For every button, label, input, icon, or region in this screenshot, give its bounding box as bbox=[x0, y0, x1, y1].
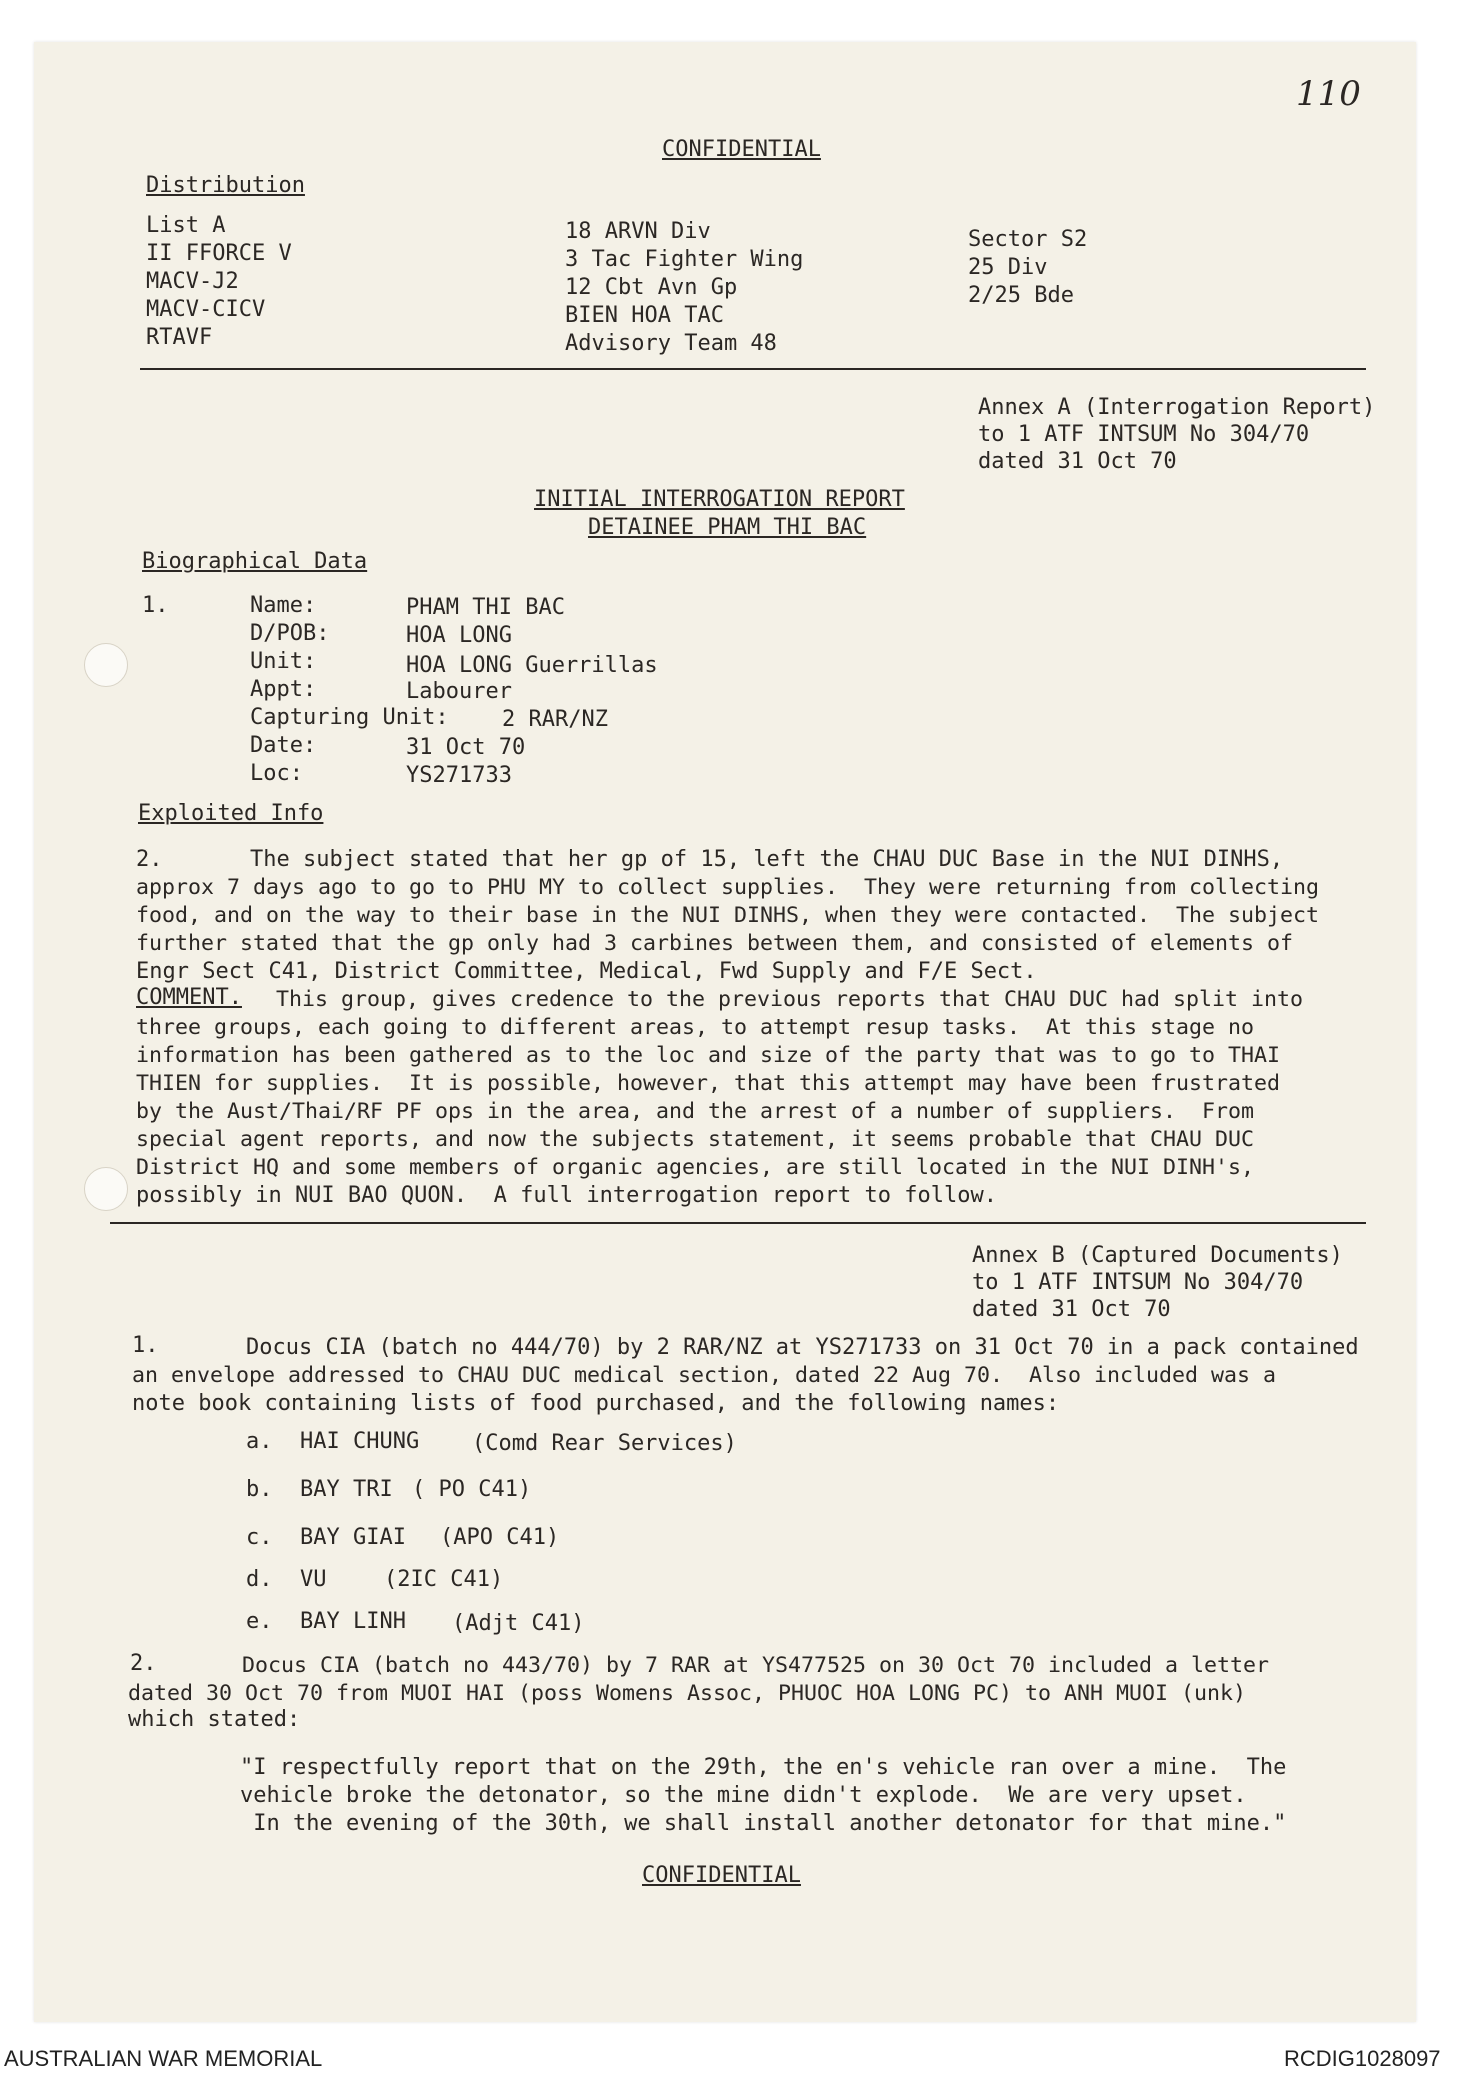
bio-value: HOA LONG bbox=[406, 623, 512, 648]
classification-top: CONFIDENTIAL bbox=[662, 137, 821, 162]
captured-doc-line: dated 30 Oct 70 from MUOI HAI (poss Womens Assoc, PHUOC HOA LONG PC) to ANH MUOI (unk) bbox=[128, 1681, 1247, 1706]
names-list-name: BAY LINH bbox=[300, 1609, 406, 1634]
names-list-letter: e. bbox=[246, 1609, 273, 1634]
exploited-line: The subject stated that her gp of 15, left the CHAU DUC Base in the NUI DINHS, bbox=[250, 847, 1284, 872]
distribution-entry: Advisory Team 48 bbox=[565, 331, 777, 356]
bio-label: Loc: bbox=[250, 761, 303, 786]
distribution-entry: MACV-CICV bbox=[146, 297, 266, 322]
distribution-entry: 2/25 Bde bbox=[968, 283, 1074, 308]
bio-value: PHAM THI BAC bbox=[406, 595, 565, 620]
distribution-entry: Sector S2 bbox=[968, 227, 1088, 252]
comment-line: possibly in NUI BAO QUON. A full interrogation report to follow. bbox=[136, 1183, 997, 1208]
names-list-name: BAY TRI bbox=[300, 1477, 393, 1502]
bio-value: HOA LONG Guerrillas bbox=[406, 653, 658, 678]
distribution-entry: MACV-J2 bbox=[146, 269, 239, 294]
bio-label: Name: bbox=[250, 593, 317, 618]
punch-hole-lower bbox=[84, 1167, 128, 1211]
para-number: 2. bbox=[136, 847, 163, 872]
distribution-entry: RTAVF bbox=[146, 325, 213, 350]
bio-label: Capturing Unit: bbox=[250, 705, 449, 730]
annex-a-ref-line: dated 31 Oct 70 bbox=[978, 449, 1177, 474]
captured-doc-line: note book containing lists of food purchased, and the following names: bbox=[132, 1391, 1060, 1416]
footer-archive-name: AUSTRALIAN WAR MEMORIAL bbox=[4, 2046, 323, 2071]
divider-middle bbox=[110, 1222, 1366, 1224]
names-list-letter: c. bbox=[246, 1525, 273, 1550]
bio-number: 1. bbox=[142, 593, 169, 618]
captured-doc-line: Docus CIA (batch no 443/70) by 7 RAR at YS477525 on 30 Oct 70 included a letter bbox=[242, 1653, 1270, 1678]
annex-b-ref-line: Annex B (Captured Documents) bbox=[972, 1243, 1343, 1268]
annex-b-ref-line: to 1 ATF INTSUM No 304/70 bbox=[972, 1270, 1304, 1295]
comment-line: This group, gives credence to the previous reports that CHAU DUC had split into bbox=[276, 987, 1304, 1012]
report-title: INITIAL INTERROGATION REPORT bbox=[534, 487, 905, 512]
annex-a-ref-line: Annex A (Interrogation Report) bbox=[978, 395, 1376, 420]
classification-bottom: CONFIDENTIAL bbox=[642, 1863, 801, 1888]
exploited-line: Engr Sect C41, District Committee, Medical, Fwd Supply and F/E Sect. bbox=[136, 959, 1037, 984]
quote-line: vehicle broke the detonator, so the mine didn't explode. We are very upset. bbox=[240, 1783, 1247, 1808]
comment-line: THIEN for supplies. It is possible, however, that this attempt may have been frustrated bbox=[136, 1071, 1281, 1096]
footer-record-id: RCDIG1028097 bbox=[1284, 2046, 1441, 2071]
names-list-name: HAI CHUNG bbox=[300, 1429, 420, 1454]
comment-line: information has been gathered as to the loc and size of the party that was to go to THAI bbox=[136, 1043, 1281, 1068]
exploited-line: food, and on the way to their base in the NUI DINHS, when they were contacted. The subject bbox=[136, 903, 1320, 928]
bio-value: 2 RAR/NZ bbox=[502, 707, 608, 732]
para-number: 2. bbox=[130, 1651, 157, 1676]
divider-top bbox=[140, 368, 1366, 370]
distribution-entry: List A bbox=[146, 213, 226, 238]
names-list-role: (APO C41) bbox=[440, 1525, 560, 1550]
names-list-role: (2IC C41) bbox=[384, 1567, 504, 1592]
names-list-letter: b. bbox=[246, 1477, 273, 1502]
bio-value: YS271733 bbox=[406, 763, 512, 788]
captured-doc-line: Docus CIA (batch no 444/70) by 2 RAR/NZ at YS271733 on 31 Oct 70 in a pack contained bbox=[246, 1335, 1359, 1360]
names-list-role: ( PO C41) bbox=[412, 1477, 532, 1502]
bio-label: Appt: bbox=[250, 677, 317, 702]
bio-label: Date: bbox=[250, 733, 317, 758]
names-list-letter: a. bbox=[246, 1429, 273, 1454]
captured-doc-line: an envelope addressed to CHAU DUC medical section, dated 22 Aug 70. Also included was a bbox=[132, 1363, 1277, 1388]
distribution-heading: Distribution bbox=[146, 173, 305, 198]
quote-line: In the evening of the 30th, we shall install another detonator for that mine." bbox=[240, 1811, 1287, 1836]
names-list-role: (Comd Rear Services) bbox=[472, 1431, 737, 1456]
bio-value: Labourer bbox=[406, 679, 512, 704]
bio-label: Unit: bbox=[250, 649, 317, 674]
bio-heading: Biographical Data bbox=[142, 549, 368, 574]
comment-label: COMMENT. bbox=[136, 985, 242, 1010]
annex-a-ref-line: to 1 ATF INTSUM No 304/70 bbox=[978, 422, 1310, 447]
bio-label: D/POB: bbox=[250, 621, 330, 646]
para-number: 1. bbox=[132, 1333, 159, 1358]
exploited-heading: Exploited Info bbox=[138, 801, 324, 826]
names-list-role: (Adjt C41) bbox=[452, 1611, 585, 1636]
distribution-entry: II FFORCE V bbox=[146, 241, 292, 266]
distribution-entry: BIEN HOA TAC bbox=[565, 303, 724, 328]
names-list-name: BAY GIAI bbox=[300, 1525, 406, 1550]
exploited-line: further stated that the gp only had 3 carbines between them, and consisted of elements of bbox=[136, 931, 1294, 956]
distribution-entry: 3 Tac Fighter Wing bbox=[565, 247, 804, 272]
report-subtitle: DETAINEE PHAM THI BAC bbox=[588, 515, 867, 540]
distribution-entry: 12 Cbt Avn Gp bbox=[565, 275, 738, 300]
annex-b-ref-line: dated 31 Oct 70 bbox=[972, 1297, 1171, 1322]
distribution-entry: 25 Div bbox=[968, 255, 1048, 280]
exploited-line: approx 7 days ago to go to PHU MY to collect supplies. They were returning from collecting bbox=[136, 875, 1320, 900]
distribution-entry: 18 ARVN Div bbox=[565, 219, 711, 244]
captured-doc-line: which stated: bbox=[128, 1707, 301, 1732]
bio-value: 31 Oct 70 bbox=[406, 735, 526, 760]
comment-line: special agent reports, and now the subjects statement, it seems probable that CHAU DUC bbox=[136, 1127, 1255, 1152]
punch-hole-upper bbox=[84, 643, 128, 687]
comment-line: by the Aust/Thai/RF PF ops in the area, and the arrest of a number of suppliers. From bbox=[136, 1099, 1255, 1124]
quote-line: "I respectfully report that on the 29th, the en's vehicle ran over a mine. The bbox=[240, 1755, 1287, 1780]
names-list-name: VU bbox=[300, 1567, 327, 1592]
names-list-letter: d. bbox=[246, 1567, 273, 1592]
comment-line: District HQ and some members of organic agencies, are still located in the NUI DINH's, bbox=[136, 1155, 1255, 1180]
comment-line: three groups, each going to different areas, to attempt resup tasks. At this stage no bbox=[136, 1015, 1255, 1040]
page-number: 110 bbox=[1296, 74, 1361, 114]
